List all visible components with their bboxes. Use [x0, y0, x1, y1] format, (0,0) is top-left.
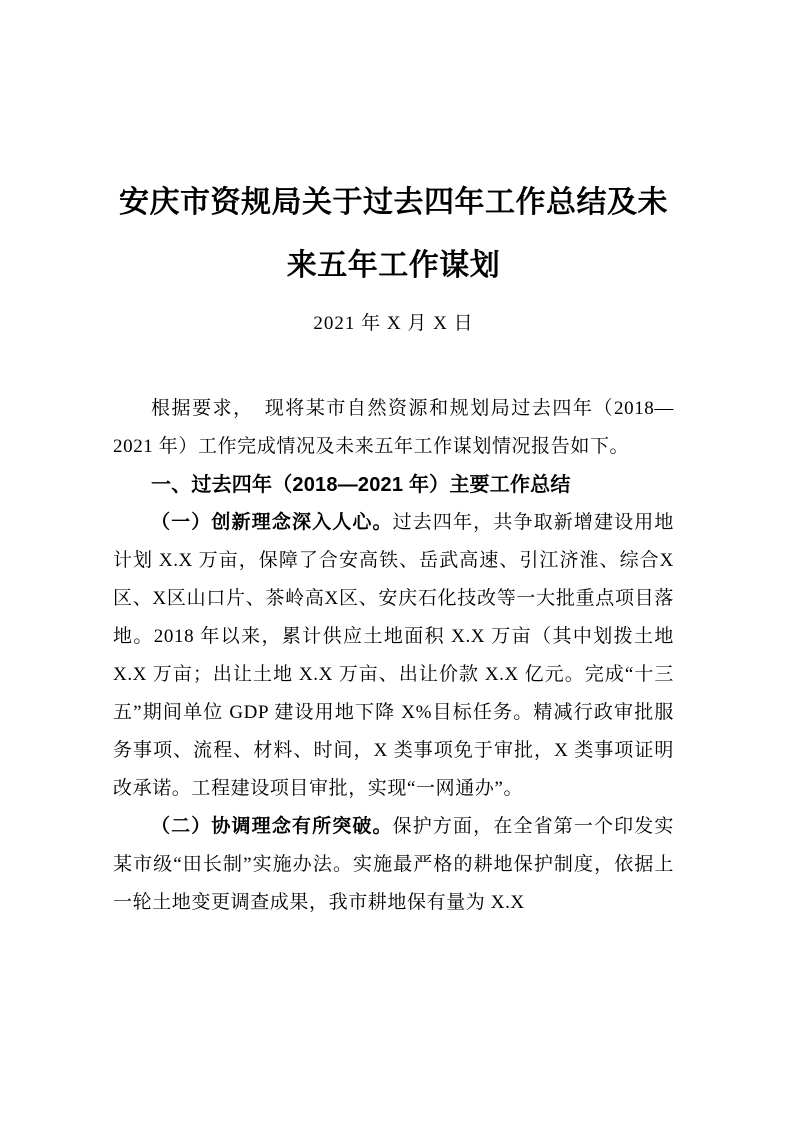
document-title-line-1: 安庆市资规局关于过去四年工作总结及未: [119, 186, 668, 219]
body-paragraph: [113, 504, 674, 808]
body-paragraph: [113, 390, 674, 466]
document-title: [113, 171, 674, 297]
document-title-line-2: 来五年工作谋划: [286, 249, 501, 282]
text-run: 保护方面，在全省第一个印发实某市级“田长制”实施办法。实施最严格的耕地保护制度，依据上一轮土地变更调查成果，我市耕地保有量为 X.X: [113, 816, 675, 913]
text-run: 根据要求， 现将某市自然资源和规划局过去四年（2018—2021 年）工作完成情况及未来五年工作谋划情况报告如下。: [113, 398, 674, 457]
section-heading: [113, 466, 674, 504]
text-run: 过去四年，共争取新增建设用地计划 X.X 万亩，保障了合安高铁、岳武高速、引江济淮、综合X区、X区山口片、茶岭高X区、安庆石化技改等一大批重点项目落地。2018 年以来，累计供应土地面积 X.X 万亩（其中划拨土地 X.X 万亩；出让土地 X.X 万亩、出让价款 X.X 亿元。完成“十三五”期间单位 GDP 建设用地下降 X%目标任务。精减行政审批服务事项、流程、材料、时间，X 类事项免于审批，X 类事项证明改承诺。工程建设项目审批，实现“一网通办”。: [113, 512, 675, 799]
bold-text-run: （二）协调理念有所突破。: [151, 816, 393, 837]
bold-text-run: （一）创新理念深入人心。: [151, 512, 393, 533]
bold-text-run: 一、过去四年（2018—2021 年）主要工作总结: [151, 474, 571, 496]
document-date: 2021 年 X 月 X 日: [313, 313, 474, 334]
document-body: [113, 390, 674, 922]
body-paragraph: [113, 808, 674, 922]
